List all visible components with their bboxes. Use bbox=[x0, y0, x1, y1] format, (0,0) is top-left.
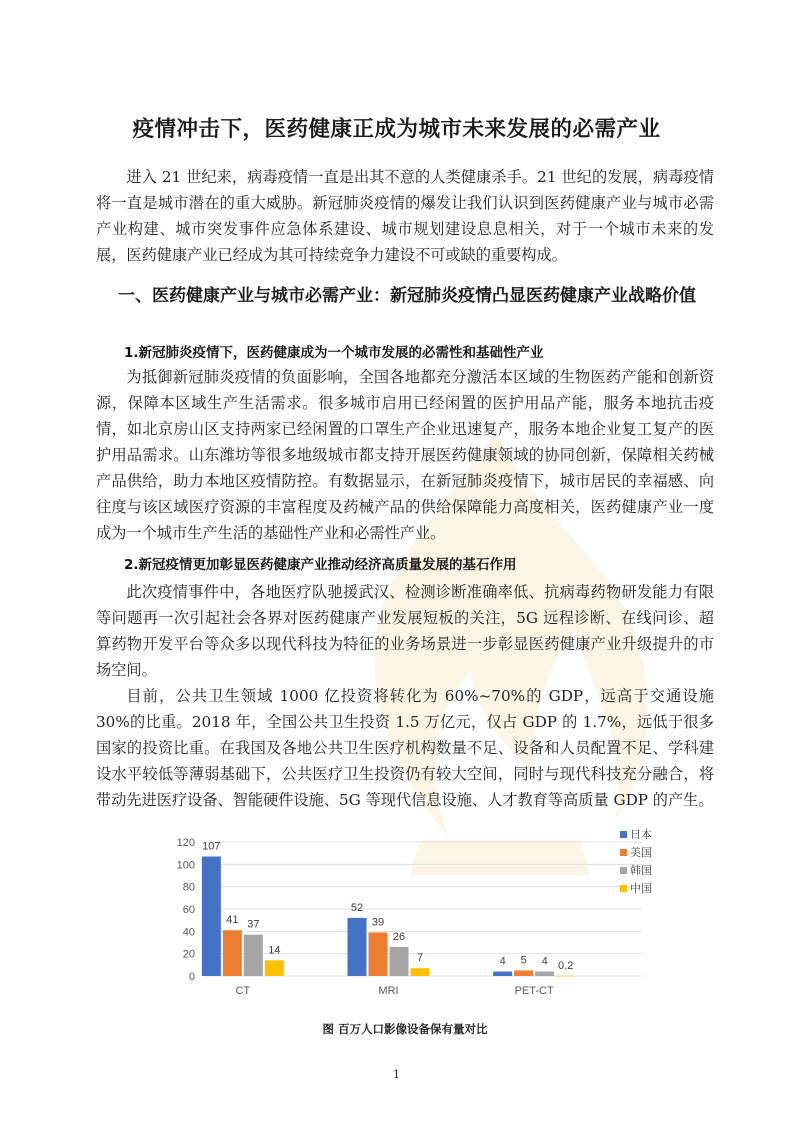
data-label: 0.2 bbox=[558, 959, 574, 972]
page-title: 疫情冲击下，医药健康正成为城市未来发展的必需产业 bbox=[132, 117, 661, 142]
bar-美国-PET-CT bbox=[514, 970, 533, 976]
bar-日本-MRI bbox=[348, 918, 367, 976]
legend-swatch bbox=[620, 831, 627, 838]
data-label: 4 bbox=[541, 955, 548, 968]
bar-美国-CT bbox=[223, 930, 242, 976]
section-heading-1: 一、医药健康产业与城市必需产业：新冠肺炎疫情凸显医药健康产业战略价值 bbox=[118, 286, 696, 306]
y-tick-label: 80 bbox=[182, 881, 195, 894]
legend-label: 日本 bbox=[630, 829, 652, 841]
data-label: 52 bbox=[350, 901, 364, 914]
page-number: 1 bbox=[393, 1068, 400, 1081]
subsection-heading-1: 1.新冠肺炎疫情下，医药健康成为一个城市发展的必需性和基础性产业 bbox=[124, 345, 544, 361]
intro-paragraph: 进入 21 世纪来，病毒疫情一直是出其不意的人类健康杀手。21 世纪的发展，病毒疫情将一直是城市潜在的重大威胁。新冠肺炎疫情的爆发让我们认识到医药健康产业与城市必需产业构建、城市突发事件应急体系建设、城市规划建设息息相关，对于一个城市未来的发展，医药健康产业已经成为其可持续竞争力建设不可或缺的重要构成。 bbox=[96, 168, 714, 264]
legend-label: 美国 bbox=[630, 847, 652, 859]
y-tick-label: 20 bbox=[182, 948, 195, 961]
legend-label: 中国 bbox=[630, 883, 652, 895]
imaging-equipment-bar-chart bbox=[150, 828, 670, 1008]
legend-swatch bbox=[620, 867, 627, 874]
data-label: 7 bbox=[416, 952, 424, 965]
data-label: 26 bbox=[392, 930, 406, 943]
legend-label: 韩国 bbox=[630, 865, 652, 877]
legend-swatch bbox=[620, 885, 627, 892]
bar-中国-MRI bbox=[411, 968, 430, 976]
bar-日本-CT bbox=[202, 857, 221, 976]
y-tick-label: 120 bbox=[176, 837, 195, 849]
bar-中国-PET-CT bbox=[556, 976, 575, 977]
subsection-2-paragraph-1: 此次疫情事件中，各地医疗队驰援武汉、检测诊断准确率低、抗病毒药物研发能力有限等问题再一次引起社会各界对医药健康产业发展短板的关注，5G 远程诊断、在线问诊、超算药物开发平台等众多以现代科技为特征的业务场景进一步彰显医药健康产业升级提升的市场空间。 bbox=[96, 583, 714, 679]
y-tick-label: 0 bbox=[188, 971, 195, 983]
bar-韩国-MRI bbox=[390, 947, 409, 976]
y-tick-label: 60 bbox=[182, 904, 195, 916]
legend-swatch bbox=[620, 849, 627, 856]
data-label: 14 bbox=[268, 944, 281, 957]
data-label: 5 bbox=[520, 954, 527, 967]
subsection-heading-2: 2.新冠疫情更加彰显医药健康产业推动经济高质量发展的基石作用 bbox=[124, 557, 517, 573]
figure-caption: 图 百万人口影像设备保有量对比 bbox=[322, 1022, 488, 1036]
data-label: 4 bbox=[499, 955, 506, 968]
data-label: 39 bbox=[371, 916, 385, 929]
subsection-2-paragraph-2: 目前，公共卫生领域 1000 亿投资将转化为 60%~70%的 GDP，远高于交通设施 30%的比重。2018 年，全国公共卫生投资 1.5 万亿元，仅占 GDP 的 1.7%，远低于很多国家的投资比重。在我国及各地公共卫生医疗机构数量不足、设备和人员配置不足、学科建设水平较低等薄弱基础下，公共医疗卫生投资仍有较大空间，同时与现代科技充分融合，将带动先进医疗设备、智能硬件设施、5G 等现代信息设施、人才教育等高质量 GDP 的产生。 bbox=[96, 687, 714, 809]
bar-中国-CT bbox=[265, 960, 284, 976]
subsection-1-paragraph: 为抵御新冠肺炎疫情的负面影响，全国各地都充分激活本区域的生物医药产能和创新资源，保障本区域生产生活需求。很多城市启用已经闲置的医护用品产能，服务本地抗击疫情，如北京房山区支持两家已经闲置的口罩生产企业迅速复产，服务本地企业复工复产的医护用品需求。山东潍坊等很多地级城市都支持开展医药健康领域的协同创新，保障相关药械产品供给，助力本地区疫情防控。有数据显示，在新冠肺炎疫情下，城市居民的幸福感、向往度与该区域医疗资源的丰富程度及药械产品的供给保障能力高度相关，医药健康产业一度成为一个城市生产生活的基础性产业和必需性产业。 bbox=[96, 368, 714, 542]
x-tick-label: CT bbox=[235, 985, 251, 997]
data-label: 37 bbox=[247, 918, 260, 931]
bar-韩国-PET-CT bbox=[535, 972, 554, 976]
x-tick-label: PET-CT bbox=[514, 985, 554, 997]
bar-韩国-CT bbox=[244, 935, 263, 976]
y-tick-label: 40 bbox=[182, 926, 195, 939]
y-tick-label: 100 bbox=[176, 859, 195, 872]
bar-美国-MRI bbox=[369, 932, 388, 976]
bar-日本-PET-CT bbox=[493, 972, 512, 976]
data-label: 107 bbox=[202, 840, 221, 853]
data-label: 41 bbox=[226, 914, 239, 927]
x-tick-label: MRI bbox=[378, 985, 399, 997]
